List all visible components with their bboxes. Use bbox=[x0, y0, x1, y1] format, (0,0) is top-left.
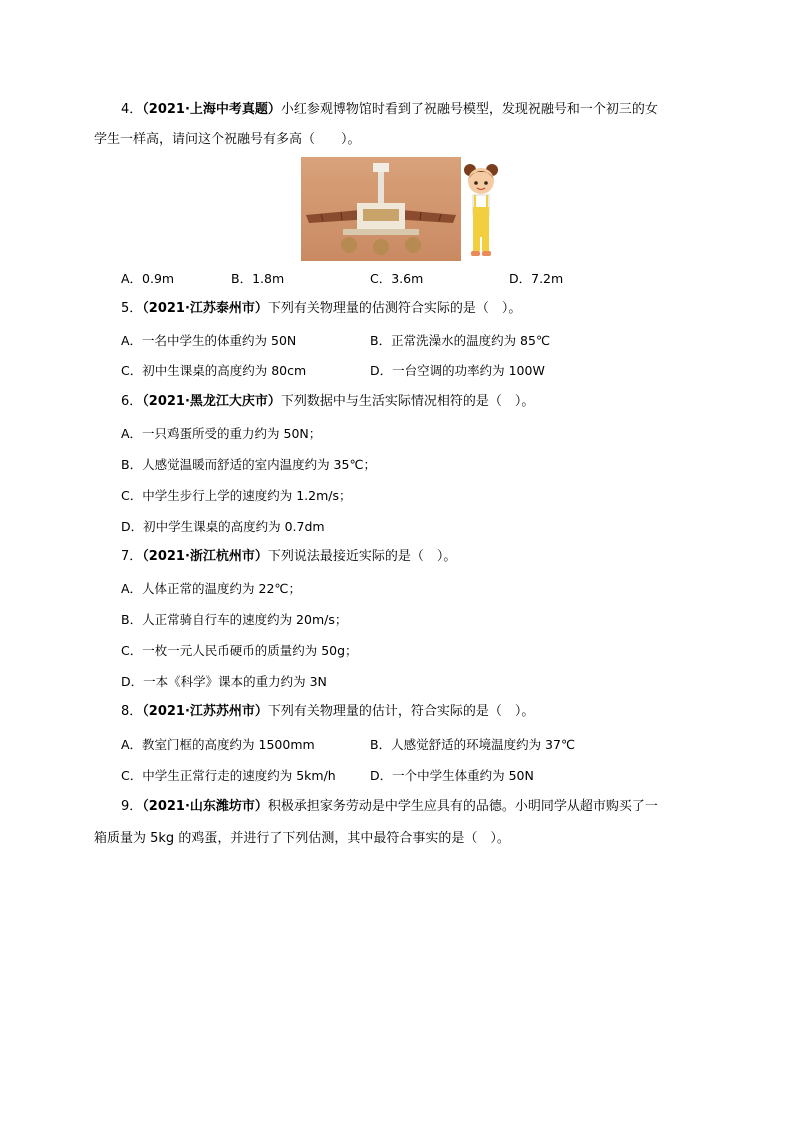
q4-option-b: B．1.8m bbox=[231, 271, 285, 286]
question-number: 5． bbox=[121, 301, 143, 316]
question-source: （2021·浙江杭州市） bbox=[142, 549, 268, 564]
q7-option-a: A．人体正常的温度约为 22℃； bbox=[121, 581, 301, 596]
question-text: 下列说法最接近实际的是（ ）。 bbox=[267, 549, 457, 564]
question-source: （2021·上海中考真题） bbox=[142, 102, 281, 117]
q5-option-c: C．初中生课桌的高度约为 80cm bbox=[121, 363, 307, 378]
q8-option-c: C．中学生正常行走的速度约为 5km/h bbox=[121, 768, 336, 783]
q6-option-d: D．初中学生课桌的高度约为 0.7dm bbox=[121, 519, 325, 534]
question-6-line bbox=[121, 393, 534, 411]
question-text: 下列数据中与生活实际情况相符的是（ ）。 bbox=[280, 394, 535, 409]
question-number: 7． bbox=[121, 549, 143, 564]
q7-option-d: D．一本《科学》课本的重力约为 3N bbox=[121, 674, 327, 689]
q8-option-d: D．一个中学生体重约为 50N bbox=[370, 768, 534, 783]
q5-option-d: D．一台空调的功率约为 100W bbox=[370, 363, 545, 378]
question-9-line-2: 箱质量为 5kg 的鸡蛋，并进行了下列估测，其中最符合事实的是（ ）。 bbox=[94, 831, 510, 846]
question-text: 小红参观博物馆时看到了祝融号模型，发现祝融号和一个初三的女 bbox=[280, 102, 658, 117]
question-source: （2021·黑龙江大庆市） bbox=[142, 394, 281, 409]
question-text: 下列有关物理量的估测符合实际的是（ ）。 bbox=[267, 301, 522, 316]
question-5-line bbox=[121, 300, 521, 318]
q4-option-d: D．7.2m bbox=[509, 271, 564, 286]
question-4-line-2: 学生一样高，请问这个祝融号有多高（ ）。 bbox=[94, 132, 361, 147]
question-4-figure bbox=[301, 157, 501, 261]
q4-option-c: C．3.6m bbox=[370, 271, 424, 286]
q7-option-b: B．人正常骑自行车的速度约为 20m/s； bbox=[121, 612, 348, 627]
q6-option-b: B．人感觉温暖而舒适的室内温度约为 35℃； bbox=[121, 457, 376, 472]
q6-option-a: A．一只鸡蛋所受的重力约为 50N； bbox=[121, 426, 322, 441]
girl-cartoon-illustration bbox=[461, 157, 501, 261]
question-source: （2021·江苏苏州市） bbox=[142, 704, 268, 719]
question-text: 积极承担家务劳动是中学生应具有的品德。小明同学从超市购买了一 bbox=[267, 799, 658, 814]
q5-option-a: A．一名中学生的体重约为 50N bbox=[121, 333, 297, 348]
question-number: 8． bbox=[121, 704, 143, 719]
question-text: 下列有关物理量的估计，符合实际的是（ ）。 bbox=[267, 704, 535, 719]
question-8-line bbox=[121, 703, 534, 721]
q8-option-b: B．人感觉舒适的环境温度约为 37℃ bbox=[370, 737, 575, 752]
question-7-line bbox=[121, 548, 456, 566]
q6-option-c: C．中学生步行上学的速度约为 1.2m/s； bbox=[121, 488, 352, 503]
question-number: 4． bbox=[121, 102, 143, 117]
question-number: 6． bbox=[121, 394, 143, 409]
question-source: （2021·山东潍坊市） bbox=[142, 799, 268, 814]
q4-option-a: A．0.9m bbox=[121, 271, 175, 286]
question-number: 9． bbox=[121, 799, 143, 814]
q5-option-b: B．正常洗澡水的温度约为 85℃ bbox=[370, 333, 550, 348]
q8-option-a: A．教室门框的高度约为 1500mm bbox=[121, 737, 315, 752]
q7-option-c: C．一枚一元人民币硬币的质量约为 50g； bbox=[121, 643, 358, 658]
question-9-line-1 bbox=[121, 798, 658, 816]
zhurong-rover-photo bbox=[301, 157, 461, 261]
question-4-line-1 bbox=[121, 101, 658, 119]
question-source: （2021·江苏泰州市） bbox=[142, 301, 268, 316]
